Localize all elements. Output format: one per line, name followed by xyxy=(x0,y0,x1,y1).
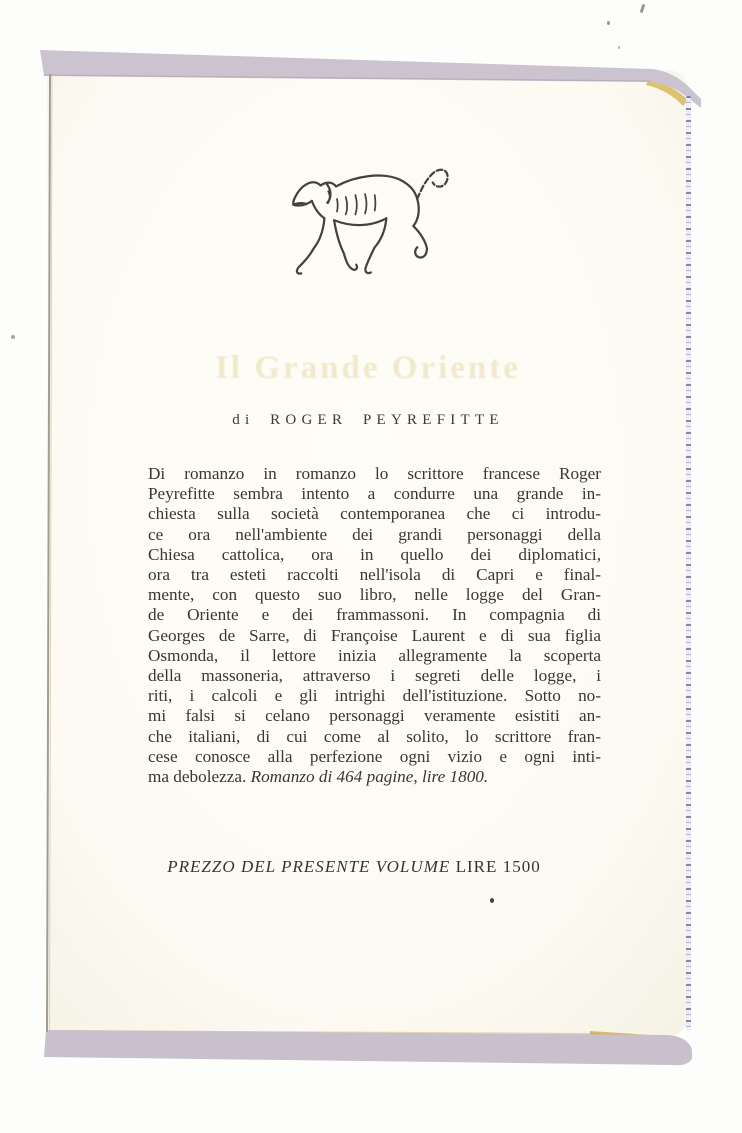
dust-speck xyxy=(607,21,610,25)
dust-speck xyxy=(11,335,15,339)
blurb-line: ma debolezza. Romanzo di 464 pagine, lire 1800. xyxy=(148,767,489,787)
price-label: PREZZO DEL PRESENTE VOLUME xyxy=(167,857,451,876)
price-line xyxy=(34,857,674,877)
book-title: Il Grande Oriente xyxy=(215,350,521,386)
blurb-line: riti, i calcoli e gli intrighi dell'istituzione. Sotto no- xyxy=(148,686,601,706)
blurb-paragraph xyxy=(148,464,601,787)
dust-speck xyxy=(640,4,646,13)
blurb-line: de Oriente e dei frammassoni. In compagnia di xyxy=(148,605,601,625)
blurb-line: cese conosce alla perfezione ogni vizio e ogni inti- xyxy=(148,746,601,766)
blurb-line: Di romanzo in romanzo lo scrittore francese Roger xyxy=(148,464,601,483)
marbled-fore-edge xyxy=(686,96,691,1031)
blurb-line: mente, con questo suo libro, nelle logge del Gran- xyxy=(148,585,601,605)
blurb-line: Osmonda, il lettore inizia allegramente la scoperta xyxy=(148,645,601,665)
blurb-line: Chiesa cattolica, ora in quello dei diplomatici, xyxy=(148,544,601,564)
blurb-line: Peyrefitte sembra intento a condurre una grande in- xyxy=(148,484,601,504)
blurb-line: della massoneria, attraverso i segreti delle logge, i xyxy=(148,666,601,686)
blurb-line: Georges de Sarre, di Françoise Laurent e di sua figlia xyxy=(148,625,601,645)
price-value: LIRE 1500 xyxy=(455,857,541,876)
blurb-line: che italiani, di cui come al solito, lo scrittore fran- xyxy=(148,726,601,746)
dust-speck xyxy=(618,46,620,49)
author-byline: di ROGER PEYREFITTE xyxy=(232,412,504,428)
blurb-line: chiesta sulla società contemporanea che ci introdu- xyxy=(148,504,601,524)
blurb-line: ce ora nell'ambiente dei grandi personaggi della xyxy=(148,524,601,544)
blurb-line: ora tra esteti raccolti nell'isola di Capri e final- xyxy=(148,565,601,585)
publisher-dog-logo-icon xyxy=(278,152,454,302)
blurb-line: mi falsi si celano personaggi veramente esistiti an- xyxy=(148,706,601,726)
ink-dot xyxy=(490,898,494,903)
